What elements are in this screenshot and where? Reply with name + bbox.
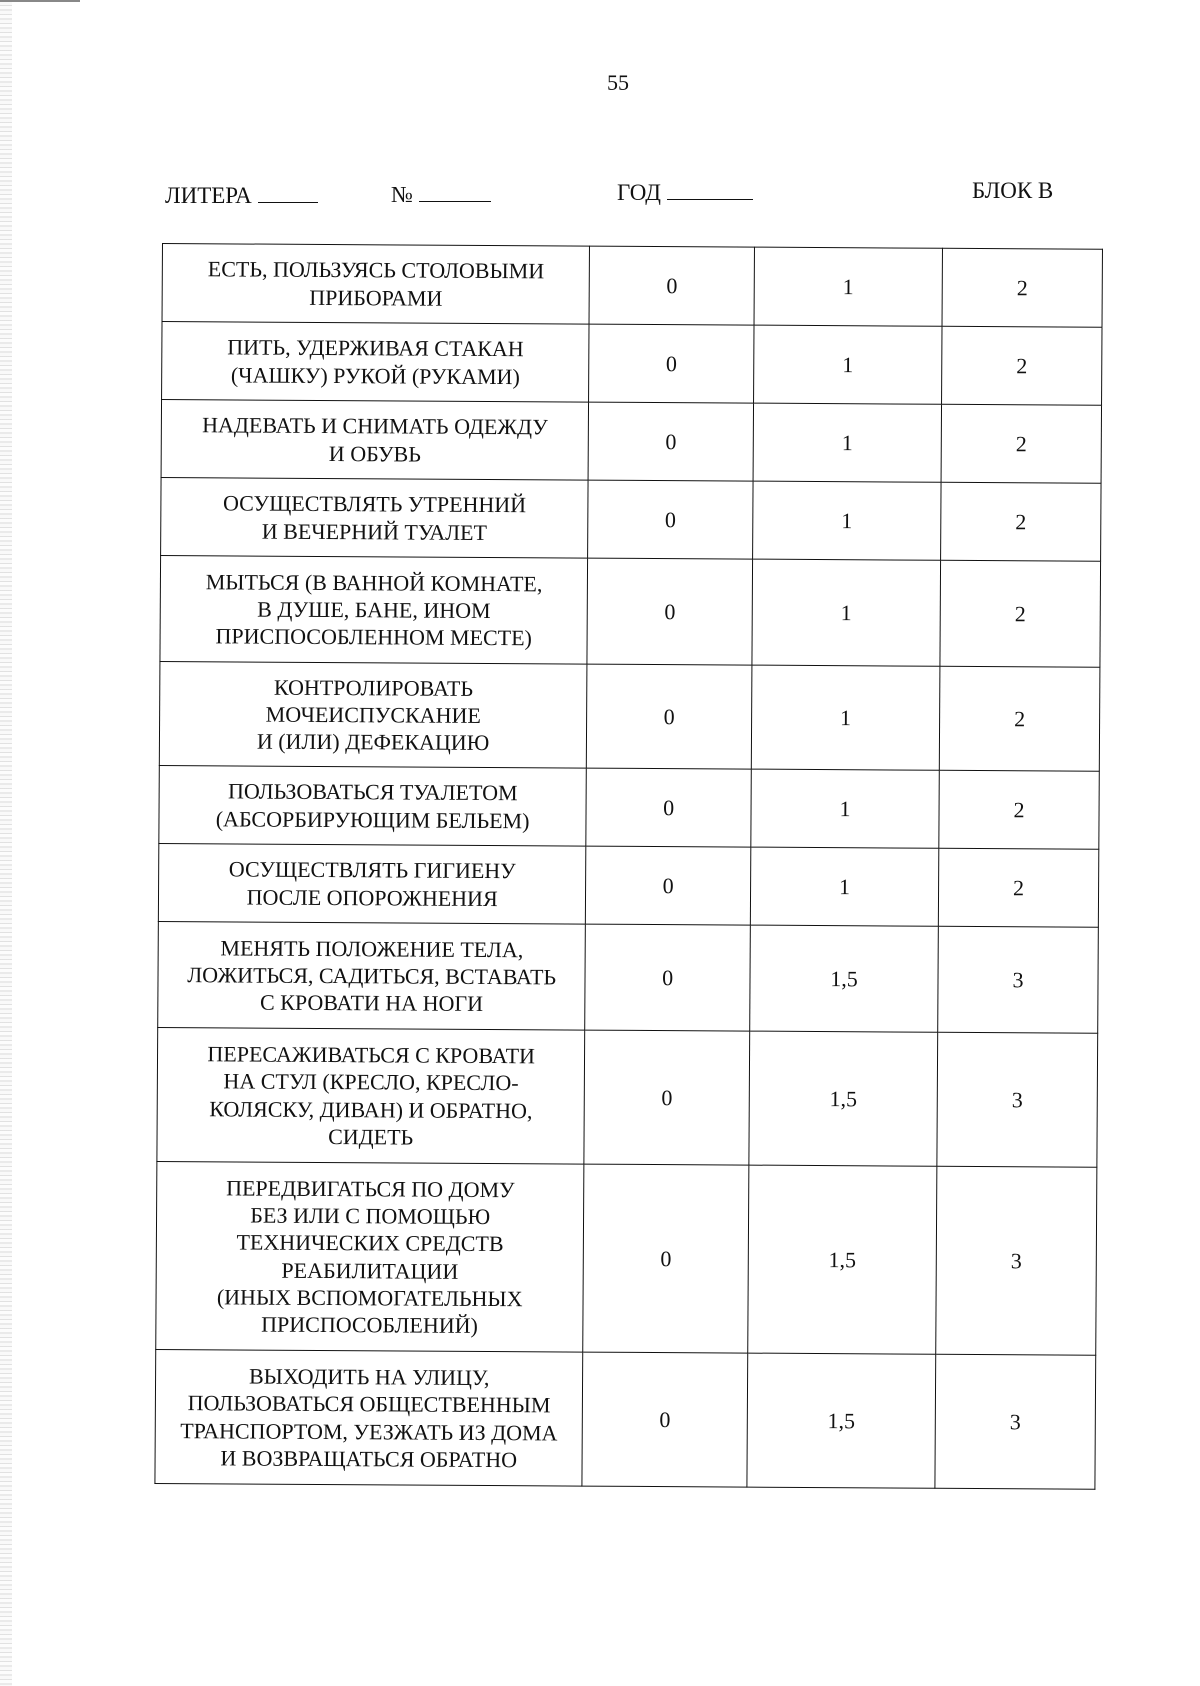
- number-field: [391, 182, 491, 208]
- score-cell-0[interactable]: 0: [586, 846, 751, 925]
- activity-cell: [158, 843, 586, 924]
- activity-line: МЕНЯТЬ ПОЛОЖЕНИЕ ТЕЛА,: [220, 934, 524, 962]
- score-cell-1[interactable]: 1: [751, 769, 940, 848]
- score-cell-2[interactable]: 2: [939, 770, 1099, 849]
- number-blank[interactable]: [419, 183, 491, 202]
- activity-line: (АБСОРБИРУЮЩИМ БЕЛЬЕМ): [215, 805, 530, 833]
- score-cell-1[interactable]: 1,5: [748, 1165, 937, 1354]
- score-cell-1[interactable]: 1: [753, 325, 942, 404]
- activity-line: ПЕРЕСАЖИВАТЬСЯ С КРОВАТИ: [207, 1041, 536, 1069]
- litera-field: [165, 183, 318, 209]
- table-row: [161, 400, 1101, 484]
- activity-line: ТРАНСПОРТОМ, УЕЗЖАТЬ ИЗ ДОМА: [180, 1417, 558, 1445]
- table-row: [158, 921, 1099, 1033]
- score-cell-1[interactable]: 1,5: [750, 925, 939, 1032]
- score-cell-0[interactable]: 0: [588, 402, 753, 481]
- activity-line: С КРОВАТИ НА НОГИ: [259, 989, 484, 1017]
- score-cell-2[interactable]: 2: [941, 404, 1101, 483]
- activity-cell: [159, 661, 587, 768]
- activity-line: ЕСТЬ, ПОЛЬЗУЯСЬ СТОЛОВЫМИ: [207, 256, 545, 284]
- score-cell-1[interactable]: 1: [753, 403, 942, 482]
- activity-line: ЛОЖИТЬСЯ, САДИТЬСЯ, ВСТАВАТЬ: [187, 962, 557, 990]
- activity-line: ПРИСПОСОБЛЕНИЙ): [261, 1311, 478, 1338]
- activity-cell: [156, 1161, 584, 1352]
- score-cell-1[interactable]: 1: [754, 247, 943, 326]
- number-label: №: [391, 182, 413, 207]
- activity-cell: [159, 765, 587, 846]
- activity-cell: [158, 921, 586, 1030]
- activity-line: ОСУЩЕСТВЛЯТЬ УТРЕННИЙ: [222, 490, 527, 518]
- litera-blank[interactable]: [258, 184, 318, 203]
- activity-line: (ЧАШКУ) РУКОЙ (РУКАМИ): [230, 361, 520, 389]
- activity-cell: [155, 1349, 583, 1486]
- score-cell-1[interactable]: 1: [752, 559, 941, 666]
- assessment-table: [154, 243, 1103, 1490]
- score-cell-0[interactable]: 0: [584, 1030, 749, 1165]
- score-cell-0[interactable]: 0: [583, 1164, 749, 1353]
- score-cell-0[interactable]: 0: [589, 324, 754, 403]
- activity-line: (ИНЫХ ВСПОМОГАТЕЛЬНЫХ: [216, 1284, 523, 1311]
- table-row: [159, 765, 1099, 849]
- table-row: [156, 1161, 1097, 1355]
- score-cell-2[interactable]: 2: [942, 326, 1102, 405]
- table-row: [159, 661, 1100, 771]
- score-cell-1[interactable]: 1,5: [747, 1353, 936, 1488]
- activity-line: МОЧЕИСПУСКАНИЕ: [265, 701, 481, 728]
- activity-line: БЕЗ ИЛИ С ПОМОЩЬЮ: [250, 1202, 491, 1229]
- activity-line: И ВЕЧЕРНИЙ ТУАЛЕТ: [261, 518, 488, 545]
- score-cell-2[interactable]: 2: [938, 848, 1098, 927]
- table-row: [162, 244, 1102, 328]
- score-cell-2[interactable]: 2: [941, 482, 1101, 561]
- table-row: [158, 843, 1098, 927]
- activity-line: ПОЛЬЗОВАТЬСЯ ТУАЛЕТОМ: [227, 778, 518, 806]
- activity-line: В ДУШЕ, БАНЕ, ИНОМ: [257, 596, 491, 623]
- score-cell-0[interactable]: 0: [586, 768, 751, 847]
- table-row: [160, 555, 1101, 667]
- table-row: [155, 1349, 1096, 1489]
- activity-line: И ВОЗВРАЩАТЬСЯ ОБРАТНО: [220, 1445, 518, 1472]
- activity-line: МЫТЬСЯ (В ВАННОЙ КОМНАТЕ,: [205, 568, 543, 596]
- score-cell-1[interactable]: 1: [751, 665, 940, 770]
- score-cell-0[interactable]: 0: [587, 558, 752, 665]
- score-cell-2[interactable]: 2: [942, 248, 1102, 327]
- activity-cell: [162, 322, 590, 403]
- activity-cell: [161, 400, 589, 481]
- activity-line: НА СТУЛ (КРЕСЛО, КРЕСЛО-: [223, 1068, 519, 1096]
- activity-line: КОНТРОЛИРОВАТЬ: [273, 674, 474, 701]
- year-field: [617, 180, 753, 206]
- table-row: [161, 477, 1101, 561]
- activity-line: ПИТЬ, УДЕРЖИВАЯ СТАКАН: [227, 334, 524, 362]
- score-cell-1[interactable]: 1: [750, 847, 939, 926]
- score-cell-0[interactable]: 0: [588, 480, 753, 559]
- activity-line: И (ИЛИ) ДЕФЕКАЦИЮ: [256, 728, 490, 756]
- score-cell-0[interactable]: 0: [589, 246, 754, 325]
- score-cell-2[interactable]: 3: [936, 1166, 1097, 1355]
- activity-line: ПЕРЕДВИГАТЬСЯ ПО ДОМУ: [226, 1175, 515, 1202]
- activity-line: НАДЕВАТЬ И СНИМАТЬ ОДЕЖДУ: [202, 412, 548, 440]
- table-row: [162, 322, 1102, 406]
- activity-cell: [157, 1027, 585, 1164]
- score-cell-2[interactable]: 3: [937, 1032, 1098, 1167]
- table-row: [157, 1027, 1098, 1167]
- activity-line: ПРИБОРАМИ: [309, 284, 443, 311]
- score-cell-0[interactable]: 0: [585, 924, 750, 1031]
- activity-line: РЕАБИЛИТАЦИИ: [281, 1257, 459, 1284]
- activity-line: И ОБУВЬ: [328, 440, 421, 467]
- score-cell-2[interactable]: 3: [935, 1354, 1096, 1489]
- activity-line: СИДЕТЬ: [328, 1123, 414, 1150]
- score-cell-1[interactable]: 1,5: [749, 1031, 938, 1166]
- block-label: БЛОК В: [972, 178, 1054, 203]
- activity-line: ПРИСПОСОБЛЕННОМ МЕСТЕ): [215, 623, 532, 651]
- table-body: [155, 244, 1103, 1490]
- activity-line: ТЕХНИЧЕСКИХ СРЕДСТВ: [236, 1229, 504, 1257]
- score-cell-2[interactable]: 2: [940, 560, 1101, 667]
- score-cell-2[interactable]: 2: [939, 666, 1100, 771]
- activity-cell: [161, 477, 589, 558]
- activity-line: ВЫХОДИТЬ НА УЛИЦУ,: [248, 1363, 490, 1390]
- activity-cell: [162, 244, 590, 325]
- scan-edge-top: [0, 0, 80, 2]
- activity-line: ПОСЛЕ ОПОРОЖНЕНИЯ: [246, 884, 498, 911]
- activity-line: ПОЛЬЗОВАТЬСЯ ОБЩЕСТВЕННЫМ: [187, 1390, 551, 1418]
- year-blank[interactable]: [667, 181, 753, 200]
- score-cell-0[interactable]: 0: [582, 1352, 747, 1487]
- scan-edge: [0, 0, 12, 1686]
- year-label: ГОД: [617, 180, 661, 205]
- activity-line: КОЛЯСКУ, ДИВАН) И ОБРАТНО,: [209, 1095, 533, 1123]
- score-cell-1[interactable]: 1: [753, 481, 942, 560]
- activity-cell: [160, 555, 588, 664]
- score-cell-2[interactable]: 3: [938, 926, 1099, 1033]
- score-cell-0[interactable]: 0: [587, 664, 752, 769]
- litera-label: ЛИТЕРА: [165, 183, 252, 208]
- page-number: 55: [607, 70, 629, 95]
- activity-line: ОСУЩЕСТВЛЯТЬ ГИГИЕНУ: [228, 856, 516, 884]
